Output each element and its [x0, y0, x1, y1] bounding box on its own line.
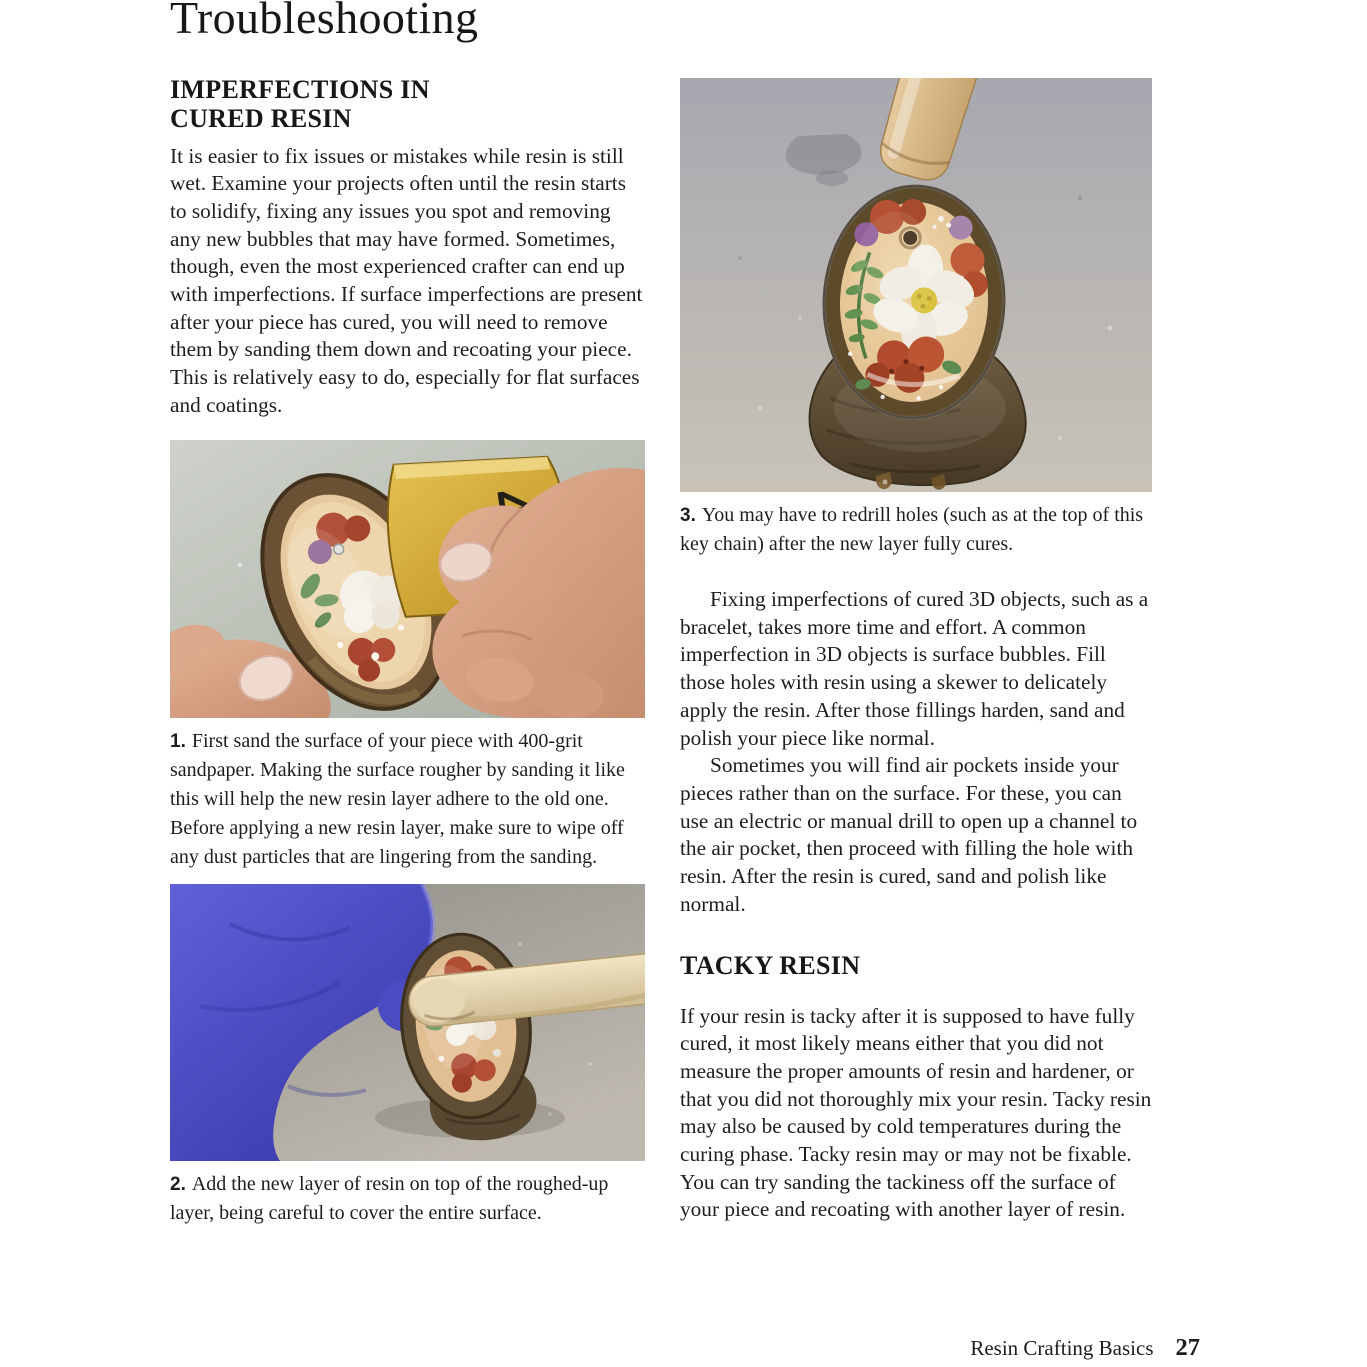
photo-step1-image: [170, 440, 645, 718]
intro-paragraph: It is easier to fix issues or mistakes while resin is still wet. Examine your projects often until the resin starts to solidify, fixing any issues you spot and removing any new bubbles that may have formed. Sometimes, though, even the most experienced crafter can end up with imperfections. If surface imperfections are present after your piece has cured, you will need to remove them by sanding them down and recoating your piece. This is relatively easy to do, especially for flat surfaces and coatings.: [170, 143, 643, 417]
section-heading-tacky-resin: TACKY RESIN: [680, 951, 861, 981]
page-number: 27: [1175, 1334, 1200, 1361]
photo-step3-redrill: [680, 78, 1152, 492]
left-column: [170, 0, 645, 1228]
paragraph-air-pockets: Sometimes you will find air pockets inside your pieces rather than on the surface. For these, you can use an electric or manual drill to open up a channel to the air pocket, then proceed with filling the hole with resin. After the resin is cured, sand and polish like normal.: [680, 753, 1138, 916]
tacky-resin-paragraph: If your resin is tacky after it is supposed to have fully cured, it most likely means either that you did not measure the proper amounts of resin and hardener, or that you did not thoroughly mix your resin. Tacky resin may also be caused by cold temperatures during the curing phase. Tacky resin may or may not be fixable. You can try sanding the tackiness off the surface of your piece and recoating with another layer of resin.: [680, 1003, 1152, 1222]
right-column: [680, 0, 1152, 1228]
photo-step1-sanding: [170, 440, 645, 718]
caption-step3-text: You may have to redrill holes (such as at the top of this key chain) after the new layer fully cures.: [680, 504, 1144, 555]
photo-step3-image: [680, 78, 1152, 492]
caption-step3: [680, 501, 1152, 559]
caption-step2-text: Add the new layer of resin on top of the roughed-up layer, being careful to cover the entire surface.: [170, 1172, 609, 1224]
caption-step2-number: 2.: [170, 1173, 186, 1195]
caption-step1: [170, 727, 645, 872]
footer-section-title: Resin Crafting Basics: [970, 1336, 1154, 1360]
caption-step1-text: First sand the surface of your piece with 400-grit sandpaper. Making the surface rougher by sanding it like this will help the new resin layer adhere to the old one. Before applying a new resin layer, make sure to wipe off any dust particles that are lingering from the sanding.: [170, 729, 625, 868]
heading-line-2: CURED RESIN: [170, 104, 352, 134]
page-title: Troubleshooting: [170, 0, 479, 43]
photo-step2-recoating: [170, 884, 645, 1161]
caption-step1-number: 1.: [170, 730, 186, 752]
heading-line-1: IMPERFECTIONS IN: [170, 75, 430, 105]
caption-step3-number: 3.: [680, 505, 696, 526]
section-heading-imperfections: [170, 75, 645, 133]
caption-step2: [170, 1170, 645, 1228]
page-footer: [970, 1334, 1200, 1362]
paragraph-3d-objects: Fixing imperfections of cured 3D objects, such as a bracelet, takes more time and effort. A common imperfection in 3D objects is surface bubbles. Fill those holes with resin using a skewer to delicately apply the resin. After those fillings harden, sand and polish your piece like normal.: [680, 587, 1149, 750]
photo-step2-image: [170, 884, 645, 1161]
